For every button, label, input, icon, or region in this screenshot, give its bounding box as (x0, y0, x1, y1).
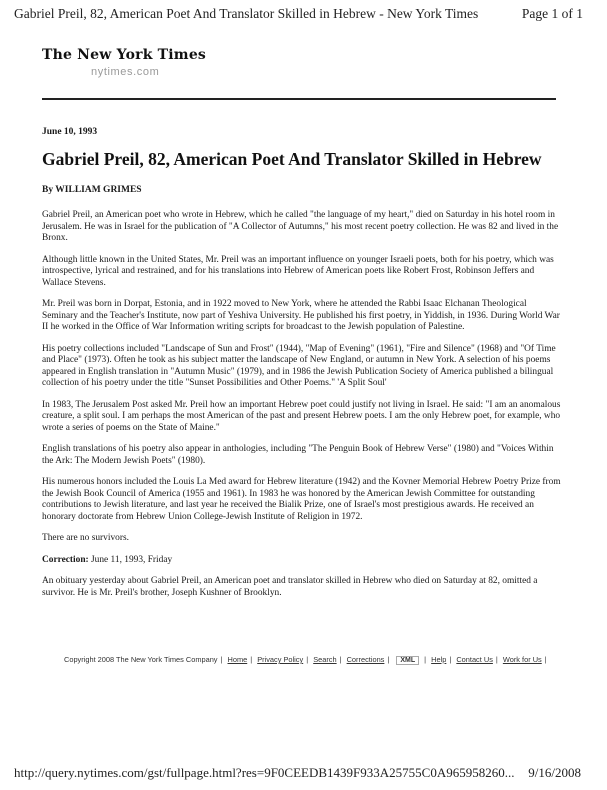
article-paragraph: His poetry collections included "Landscape of Sun and Frost" (1944), "Map of Evening" (1961), "Fire and Silence" (1968) and "Of Time and Place" (1973). Often he took as his subject matter the landscape of New England, or autumn in New York. A selection of his poems appeared in English translation in "Autumn Music" (1979), and in 1986 the Jewish Publication Society of America published a bilingual collection of his poetry under the title "Sunset Possibilities and Other Poems." 'A Split Soul' (42, 343, 556, 388)
footer-link-home[interactable]: Home (227, 655, 248, 664)
site-footer: Copyright 2008 The New York Times Company | Home | Privacy Policy | Search | Corrections | XML | Help | Contact Us | Work for Us | (64, 655, 547, 664)
article-paragraph: Mr. Preil was born in Dorpat, Estonia, and in 1922 moved to New York, where he attended the Rabbi Isaac Elchanan Theological Seminary and the Teacher's Institute, now part of Yeshiva University. He published his first poetry, in Yiddish, in 1936. During World War II he worked in the Office of War Information writing scripts for broadcast to the Jewish population of Palestine. (42, 299, 560, 332)
article-body (42, 210, 562, 609)
nyt-logo[interactable]: The New York Times (42, 47, 207, 63)
footer-link-corrections[interactable]: Corrections (346, 655, 385, 664)
footer-copyright: Copyright 2008 The New York Times Company (64, 655, 218, 664)
article-paragraph: Although little known in the United States, Mr. Preil was an important influence on younger Israeli poets, both for his poetry, which was introspective, lyrical and restrained, and for his translations into Hebrew of American poets like Robert Frost, Robinson Jeffers and Wallace Stevens. (42, 254, 554, 288)
correction-label: Correction: (42, 554, 89, 565)
print-header-title: Gabriel Preil, 82, American Poet And Translator Skilled in Hebrew - New York Times (14, 6, 479, 21)
print-footer-date: 9/16/2008 (528, 765, 581, 780)
footer-xml-button[interactable]: XML (396, 656, 419, 665)
print-footer-url: http://query.nytimes.com/gst/fullpage.html?res=9F0CEEDB1439F933A25755C0A965958260... (14, 765, 515, 780)
footer-link-help[interactable]: Help (431, 655, 447, 664)
article-paragraph: English translations of his poetry also appear in anthologies, including "The Penguin Book of Hebrew Verse" (1980) and "Voices Within the Ark: The Modern Jewish Poets" (1980). (42, 444, 554, 466)
article-byline: By WILLIAM GRIMES (42, 185, 142, 195)
article-paragraph: There are no survivors. (42, 533, 129, 543)
correction-text: An obituary yesterday about Gabriel Preil, an American poet and translator skilled in Hebrew who died on Saturday at 82, omitted a survivor. He is Mr. Preil's brother, Joseph Kushner of Brooklyn. (42, 576, 538, 598)
article-headline: Gabriel Preil, 82, American Poet And Translator Skilled in Hebrew (42, 149, 542, 169)
print-header-page: Page 1 of 1 (521, 6, 583, 21)
correction-line (42, 555, 562, 567)
footer-link-contact[interactable]: Contact Us (456, 655, 493, 664)
footer-link-search[interactable]: Search (313, 655, 337, 664)
article-date: June 10, 1993 (42, 127, 98, 137)
footer-link-privacy[interactable]: Privacy Policy (257, 655, 304, 664)
article-paragraph: Gabriel Preil, an American poet who wrote in Hebrew, which he called "the language of my heart," died on Saturday in his hotel room in Jerusalem. He was in Israel for the publication of "A Collector of Autumns," his most recent poetry collection. He was 82 and lived in the Bronx. (42, 210, 559, 243)
footer-link-work[interactable]: Work for Us (502, 655, 542, 664)
site-name: nytimes.com (91, 66, 160, 78)
correction-date: June 11, 1993, Friday (88, 554, 173, 565)
article-paragraph: His numerous honors included the Louis La Med award for Hebrew literature (1942) and the Kovner Memorial Hebrew Poetry Prize from the Jewish Book Council of America (1955 and 1961). In 1983 he was honored by the American Jewish Committee for outstanding contributions to Jewish literature, and last year he received the Bialik Prize, one of Israel's most prestigious awards. He received an honorary doctorate from Hebrew Union College-Jewish Institute of Religion in 1972. (42, 477, 561, 522)
article-paragraph: In 1983, The Jerusalem Post asked Mr. Preil how an important Hebrew poet could justify not living in Israel. He said: "I am an anomalous creature, a split soul. I am perhaps the most American of the past and present Hebrew poets. I am the only Hebrew poet, for example, who wrote a series of poems on the State of Maine." (42, 399, 561, 433)
header-divider (42, 98, 556, 100)
